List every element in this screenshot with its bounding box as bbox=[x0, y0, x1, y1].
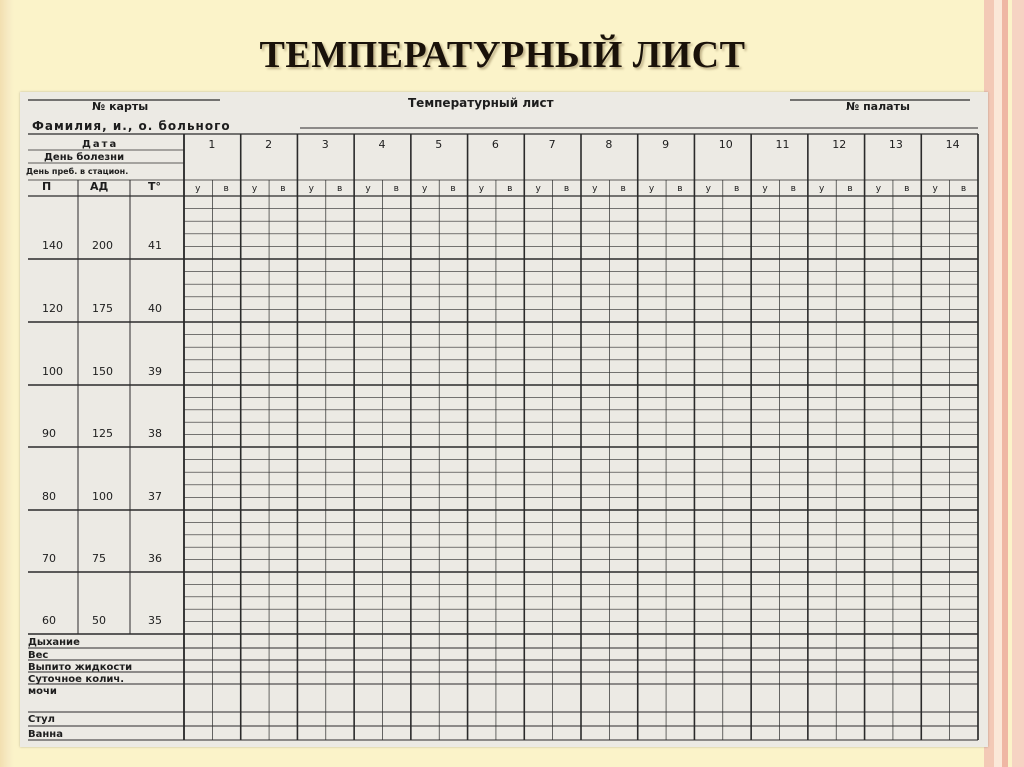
evening-marker: в bbox=[620, 184, 626, 194]
left-border-stripe bbox=[0, 0, 14, 767]
evening-marker: в bbox=[563, 184, 570, 194]
morning-marker: у bbox=[195, 184, 201, 194]
bp-scale-label: 150 bbox=[92, 365, 113, 378]
date-row-label: Дата bbox=[82, 139, 119, 150]
temperature-chart-form bbox=[20, 92, 988, 747]
bottom-row-label: Вес bbox=[28, 650, 49, 661]
ward-number-label: № палаты bbox=[846, 100, 910, 113]
pulse-scale-label: 70 bbox=[42, 552, 56, 565]
temp-scale-label: 40 bbox=[148, 302, 162, 315]
day-number: 12 bbox=[832, 138, 847, 151]
morning-marker: у bbox=[308, 184, 314, 194]
bottom-row-label: Дыхание bbox=[28, 637, 80, 648]
morning-marker: у bbox=[478, 184, 485, 194]
day-number: 8 bbox=[605, 138, 613, 151]
temp-header: Т° bbox=[148, 180, 162, 193]
right-border-stripe bbox=[1012, 0, 1024, 767]
right-border-stripe bbox=[994, 0, 1002, 767]
pulse-scale-label: 140 bbox=[42, 239, 63, 252]
bottom-row-label: Стул bbox=[28, 714, 55, 725]
day-number: 10 bbox=[718, 138, 733, 151]
morning-marker: у bbox=[819, 184, 825, 194]
day-number: 3 bbox=[321, 138, 329, 151]
morning-marker: у bbox=[365, 184, 371, 194]
temp-scale-label: 38 bbox=[148, 427, 162, 440]
pulse-scale-label: 60 bbox=[42, 614, 56, 627]
pulse-scale-label: 100 bbox=[42, 365, 63, 378]
day-number: 13 bbox=[888, 138, 903, 151]
bottom-row-label: мочи bbox=[28, 686, 57, 697]
bottom-row-label: Выпито жидкости bbox=[28, 662, 133, 673]
day-number: 9 bbox=[662, 138, 670, 151]
bp-scale-label: 200 bbox=[92, 239, 113, 252]
morning-marker: у bbox=[932, 184, 938, 194]
pulse-scale-label: 90 bbox=[42, 427, 56, 440]
morning-marker: у bbox=[705, 184, 711, 194]
evening-marker: в bbox=[223, 184, 229, 194]
bp-scale-label: 50 bbox=[92, 614, 106, 627]
morning-marker: у bbox=[762, 184, 768, 194]
pulse-header: П bbox=[42, 180, 52, 193]
temp-scale-label: 39 bbox=[148, 365, 162, 378]
day-number: 7 bbox=[548, 138, 556, 151]
evening-marker: в bbox=[280, 184, 286, 194]
card-number-label: № карты bbox=[92, 100, 149, 113]
bp-header: АД bbox=[90, 180, 109, 193]
pulse-scale-label: 120 bbox=[42, 302, 63, 315]
morning-marker: у bbox=[592, 184, 598, 194]
day-number: 5 bbox=[435, 138, 443, 151]
evening-marker: в bbox=[733, 184, 740, 194]
day-number: 14 bbox=[945, 138, 960, 151]
pulse-scale-label: 80 bbox=[42, 490, 56, 503]
evening-marker: в bbox=[847, 184, 853, 194]
sheet-heading: Температурный лист bbox=[408, 96, 554, 110]
bp-scale-label: 175 bbox=[92, 302, 113, 315]
day-number: 6 bbox=[491, 138, 499, 151]
day-number: 11 bbox=[775, 138, 790, 151]
patient-name-label: Фамилия, и., о. больного bbox=[32, 119, 231, 133]
temperature-sheet bbox=[20, 92, 988, 747]
evening-marker: в bbox=[960, 184, 967, 194]
evening-marker: в bbox=[450, 184, 456, 194]
temp-scale-label: 36 bbox=[148, 552, 162, 565]
bottom-row-label: Суточное колич. bbox=[28, 674, 125, 685]
evening-marker: в bbox=[336, 184, 343, 194]
temp-scale-label: 37 bbox=[148, 490, 162, 503]
hospital-day-row-label: День преб. в стацион. bbox=[26, 167, 129, 176]
bp-scale-label: 100 bbox=[92, 490, 113, 503]
bottom-row-label: Ванна bbox=[28, 729, 63, 740]
morning-marker: у bbox=[535, 184, 541, 194]
day-number: 1 bbox=[208, 138, 216, 151]
evening-marker: в bbox=[677, 184, 683, 194]
morning-marker: у bbox=[875, 184, 882, 194]
bp-scale-label: 75 bbox=[92, 552, 106, 565]
evening-marker: в bbox=[393, 184, 399, 194]
evening-marker: в bbox=[790, 184, 796, 194]
evening-marker: в bbox=[507, 184, 513, 194]
right-border-stripe bbox=[1002, 0, 1008, 767]
slide-title: ТЕМПЕРАТУРНЫЙ ЛИСТ bbox=[259, 34, 746, 76]
day-number: 2 bbox=[265, 138, 273, 151]
day-number: 4 bbox=[378, 138, 386, 151]
morning-marker: у bbox=[251, 184, 258, 194]
temp-scale-label: 41 bbox=[148, 239, 162, 252]
bp-scale-label: 125 bbox=[92, 427, 113, 440]
morning-marker: у bbox=[648, 184, 655, 194]
temp-scale-label: 35 bbox=[148, 614, 162, 627]
illness-day-row-label: День болезни bbox=[44, 152, 125, 163]
evening-marker: в bbox=[904, 184, 910, 194]
morning-marker: у bbox=[422, 184, 428, 194]
